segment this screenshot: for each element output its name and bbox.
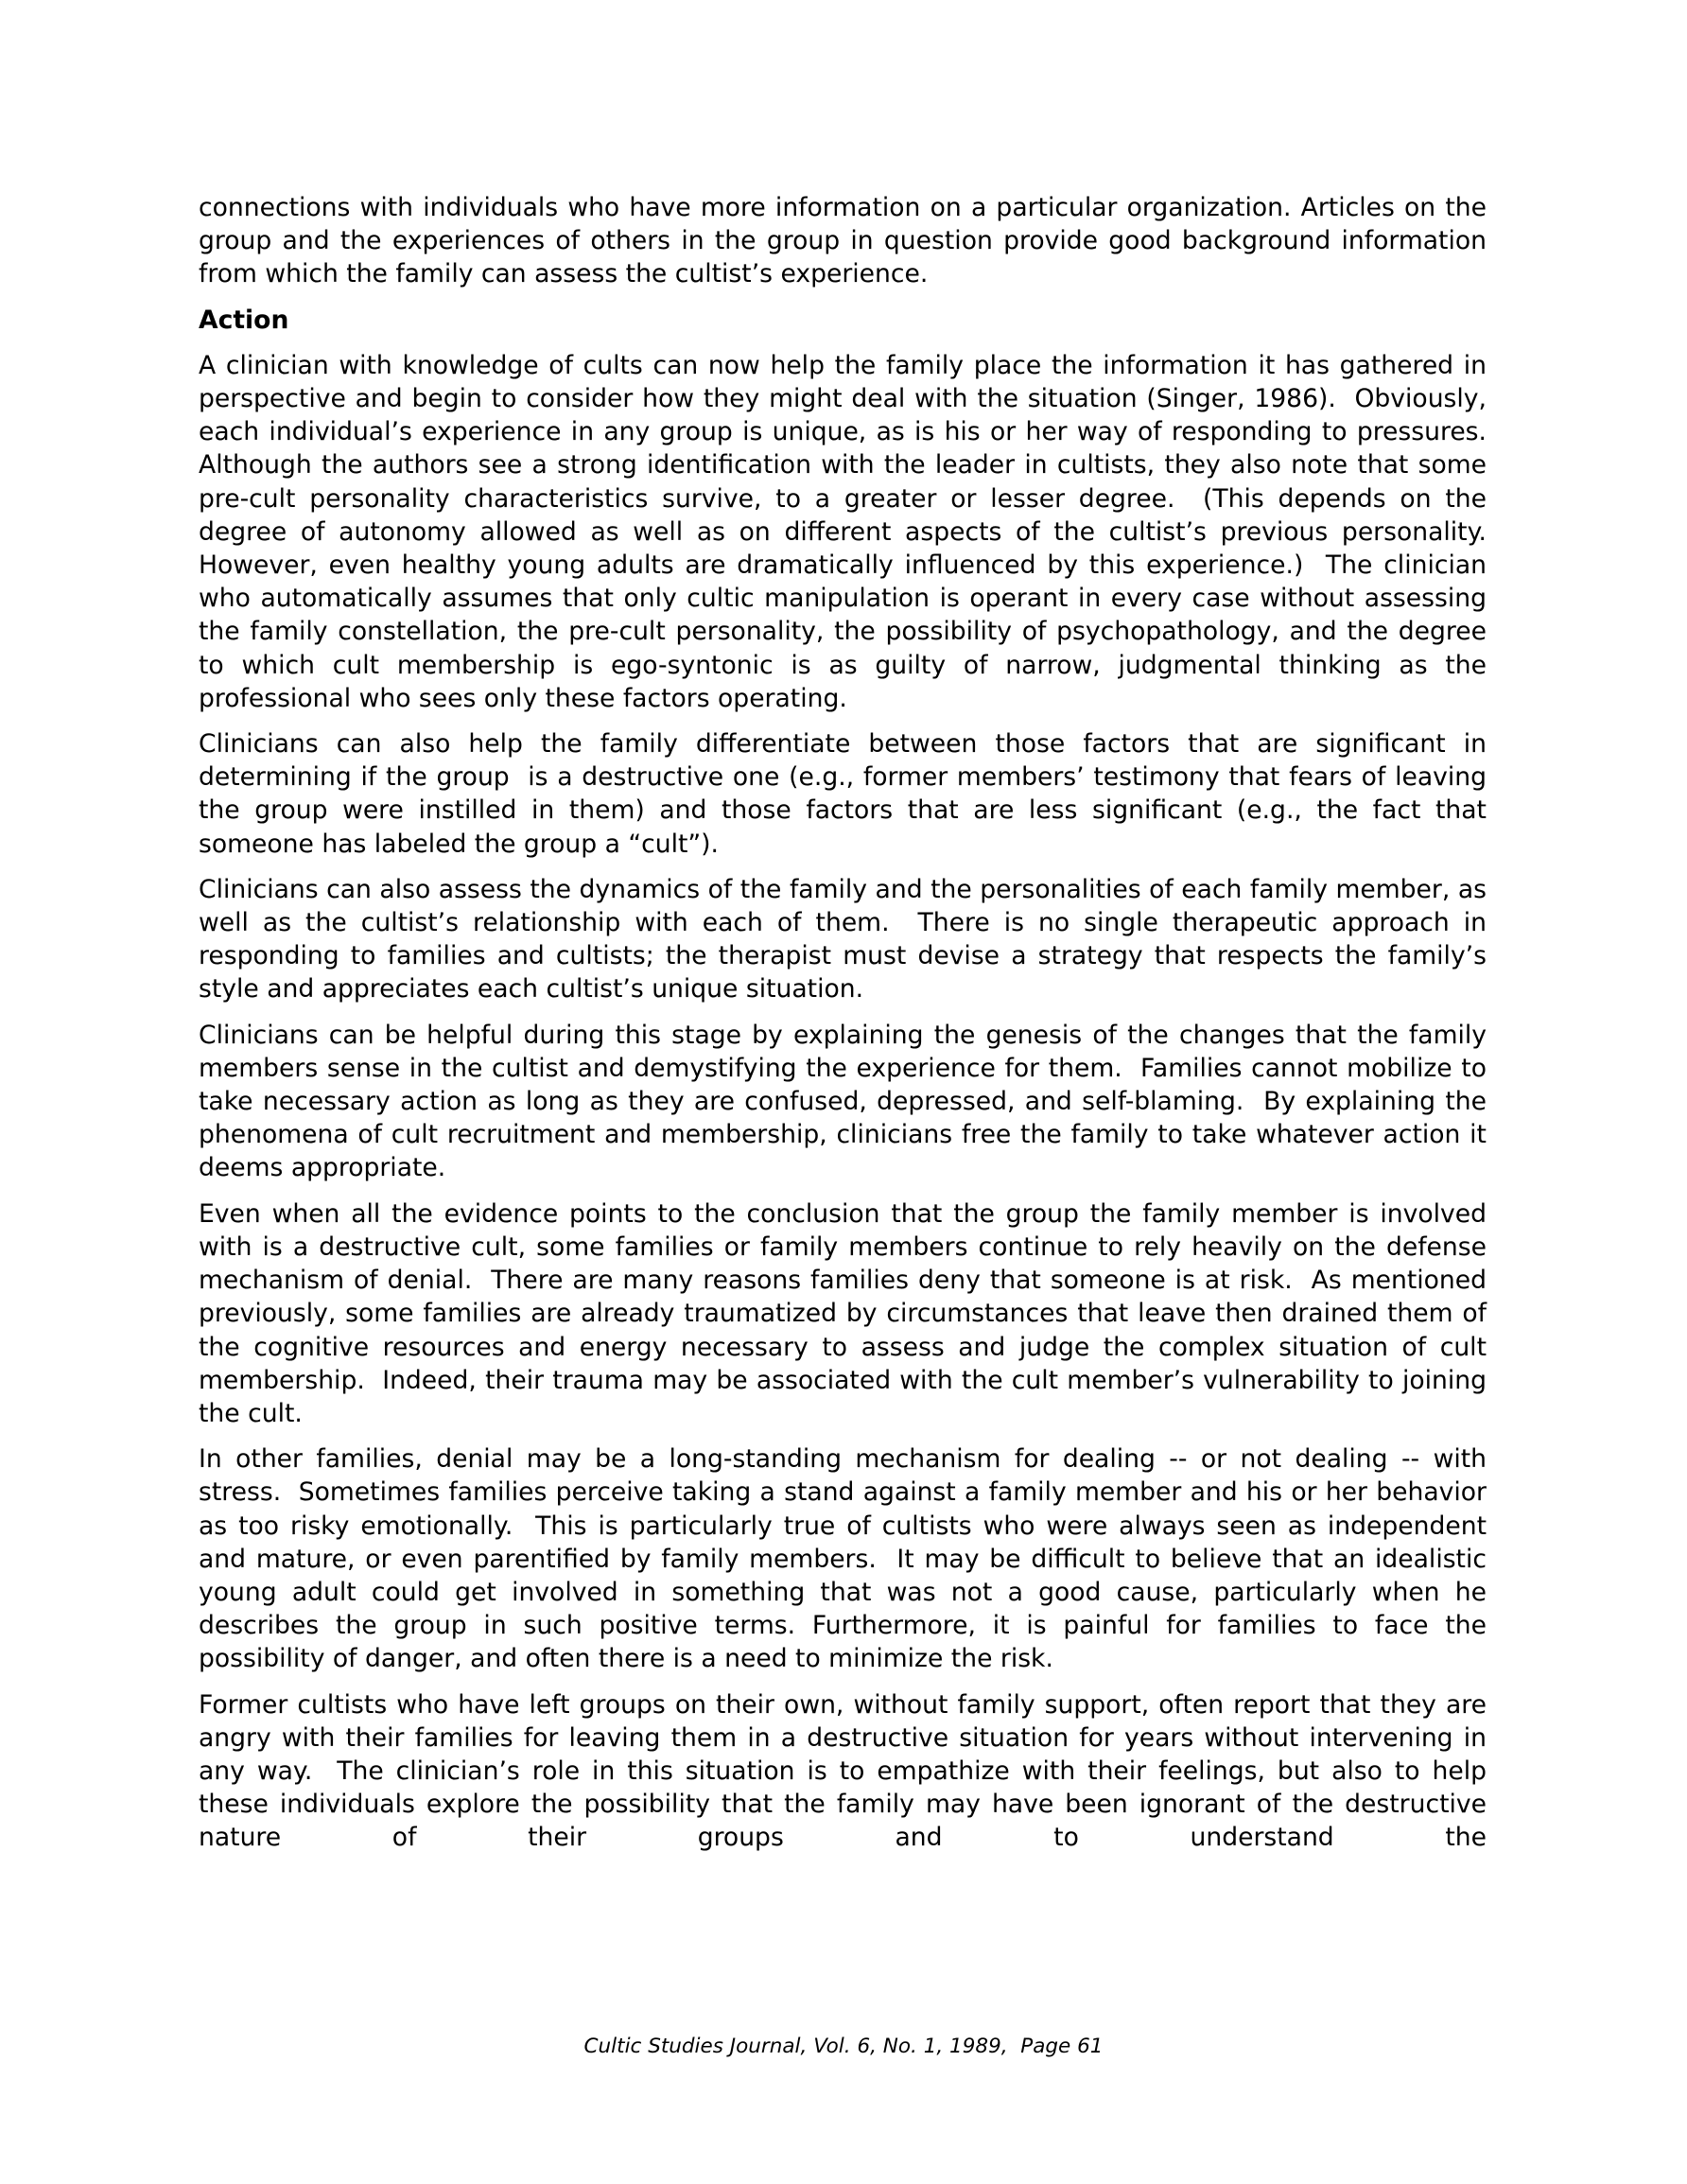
paragraph-explaining-genesis: Clinicians can be helpful during this stage by explaining the genesis of the changes that the family members sense in the cultist and demystifying the experience for them. Families cannot mobilize to take necessary action as long as they are confused, depressed, and self-blaming. By explaining the phenomena of cult recruitment and membership, clinicians free the family to take whatever action it deems appropriate. bbox=[199, 1020, 1495, 1183]
paragraph-former-cultists: Former cultists who have left groups on their own, without family support, often report that they are angry with their families for leaving them in a destructive situation for years without intervening in any way. The clinician’s role in this situation is to empathize with their feelings, but also to help these individuals explore the possibility that the family may have been ignorant of the destructive nature of their groups and to understand the bbox=[199, 1689, 1495, 1853]
paragraph-intro-continued: connections with individuals who have more information on a particular organization. Articles on the group and the experiences of others in the group in question provide good background information from which the family can assess the cultist’s experience. bbox=[199, 193, 1495, 289]
section-heading-action: Action bbox=[199, 305, 289, 335]
paragraph-clinician-knowledge: A clinician with knowledge of cults can now help the family place the information it has gathered in perspective and begin to consider how they might deal with the situation (Singer, 1986). Obviously, each individual’s experience in any group is unique, as is his or her way of responding to pressures. Although the authors see a strong identification with the leader in cultists, they also note that some pre-cult personality characteristics survive, to a greater or lesser degree. (This depends on the degree of autonomy allowed as well as on different aspects of the cultist’s previous personality. However, even healthy young adults are dramatically influenced by this experience.) The clinician who automatically assumes that only cultic manipulation is operant in every case without assessing the family constellation, the pre-cult personality, the possibility of psychopathology, and the degree to which cult membership is ego-syntonic is as guilty of narrow, judgmental thinking as the professional who sees only these factors operating. bbox=[199, 350, 1503, 713]
paragraph-denial: Even when all the evidence points to the conclusion that the group the family member is involved with is a destructive cult, some families or family members continue to rely heavily on the defense mechanism of denial. There are many reasons families deny that someone is at risk. As mentioned previously, some families are already traumatized by circumstances that leave then drained them of the cognitive resources and energy necessary to assess and judge the complex situation of cult membership. Indeed, their trauma may be associated with the cult member’s vulnerability to joining the cult. bbox=[199, 1198, 1495, 1428]
paragraph-other-families: In other families, denial may be a long-standing mechanism for dealing -- or not dealing -- with stress. Sometimes families perceive taking a stand against a family member and his or her behavior as too risky emotionally. This is particularly true of cultists who were always seen as independent and mature, or even parentified by family members. It may be difficult to believe that an idealistic young adult could get involved in something that was not a good cause, particularly when he describes the group in such positive terms. Furthermore, it is painful for families to face the possibility of danger, and often there is a need to minimize the risk. bbox=[199, 1444, 1495, 1674]
paragraph-differentiate-factors: Clinicians can also help the family differentiate between those factors that are significant in determining if the group is a destructive one (e.g., former members’ testimony that fears of leaving the group were instilled in them) and those factors that are less significant (e.g., the fact that someone has labeled the group a “cult”). bbox=[199, 729, 1495, 859]
page-footer-citation: Cultic Studies Journal, Vol. 6, No. 1, 1989, Page 61 bbox=[583, 2035, 1104, 2058]
paragraph-assess-dynamics: Clinicians can also assess the dynamics of the family and the personalities of each family member, as well as the cultist’s relationship with each of them. There is no single therapeutic approach in responding to families and cultists; the therapist must devise a strategy that respects the family’s style and appreciates each cultist’s unique situation. bbox=[199, 874, 1495, 1005]
page-body bbox=[199, 191, 1503, 1867]
